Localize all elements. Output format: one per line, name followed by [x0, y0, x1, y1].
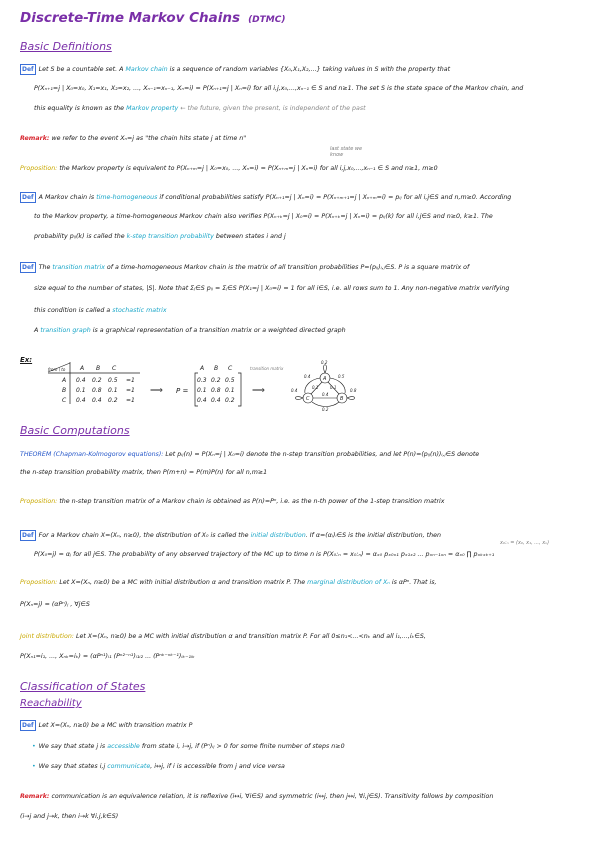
cell: 0.1 — [108, 387, 118, 394]
def3-line1: Def The transition matrix of a time-homogeneous Markov chain is the matrix of all transition probabilities P=(pᵢⱼ)ᵢ,ⱼ∈S. P is a square matrix of — [22, 264, 470, 271]
joint-line1: Joint distribution: Let X=(Xₙ, n≥0) be a MC with initial distribution α and transition matrix P. For all 0≤n₁<...<nₖ and all i₁,...,iₖ∈S, — [20, 633, 426, 640]
term-stochastic-matrix: stochastic matrix — [112, 307, 167, 314]
joint-line2: P(Xₙ₁=i₁, ..., Xₙₖ=iₖ) = (αPⁿ¹)ᵢ₁ (Pⁿ²⁻ⁿ¹)ᵢ₁ᵢ₂ ... (Pⁿᵏ⁻ⁿᵏ⁻¹)ᵢₖ₋₁ᵢₖ — [20, 653, 195, 660]
p-cell: 0.1 — [197, 387, 207, 394]
col-header: A — [80, 365, 85, 372]
chapman-kolmogorov-line1: THEOREM (Chapman-Kolmogorov equations): Let pᵢⱼ(n) = P(Xₙ=j | X₀=i) denote the n-step transition probabilities, and let P(n)=(pᵢⱼ(n))ᵢ,ⱼ∈S denote — [20, 451, 480, 458]
term-k-step: k-step transition probability — [126, 233, 214, 240]
row-sum: =1 — [126, 377, 135, 384]
p-cell: 0.2 — [211, 377, 221, 384]
col-header: B — [96, 365, 101, 372]
def2-line1: Def A Markov chain is time-homogeneous if conditional probabilities satisfy P(Xₙ₊₁=j | Xₙ=i) = P(Xₙ₊ₘ₊₁=j | Xₙ₊ₘ=i) = pᵢⱼ for all i,j∈S and n,m≥0. According — [22, 194, 512, 201]
transition-graph — [290, 356, 360, 414]
prop3-line1: Proposition: Let X=(Xₙ, n≥0) be a MC with initial distribution α and transition matrix P. The marginal distribution of Xₙ is αPⁿ. That is, — [20, 579, 437, 586]
prop3-line2: P(Xₙ=j) = (αPⁿ)ⱼ , ∀j∈S — [20, 601, 90, 608]
proposition-label: Proposition: — [20, 498, 58, 505]
def5-line1: Def Let X=(Xₙ, n≥0) be a MC with transition matrix P — [22, 722, 193, 729]
proposition-label: Proposition: — [20, 165, 58, 172]
def4-line2: P(X₀=j) = αⱼ for all j∈S. The probability of any observed trajectory of the MC up to time n is P(X₀:ₙ = x₀:ₙ) = αₓ₀ pₓ₀ₓ₁ pₓ₁ₓ₂ ... pₓₙ₋₁ₓₙ = αₓ₀ ∏ pₓₖₓₖ₊₁ — [34, 551, 495, 558]
section-classification: Classification of States — [20, 680, 146, 693]
p-cell: 0.8 — [211, 387, 221, 394]
def2-line3: probability pᵢⱼ(k) is called the k-step transition probability between states i and j — [34, 233, 286, 240]
p-cell: 0.3 — [197, 377, 207, 384]
row-sum: =1 — [126, 397, 135, 404]
def-badge: Def — [22, 722, 34, 729]
p-cell: 0.2 — [225, 397, 235, 404]
def3-line3: this condition is called a stochastic matrix — [34, 307, 167, 314]
section-basic-computations: Basic Computations — [20, 424, 130, 437]
p-col-header: C — [228, 365, 233, 372]
example-label: Ex: — [20, 356, 33, 364]
def3-line4: A transition graph is a graphical representation of a transition matrix or a weighted directed graph — [34, 327, 346, 334]
cell: 0.4 — [76, 377, 86, 384]
cell: 0.8 — [92, 387, 102, 394]
section-reachability: Reachability — [20, 698, 82, 709]
remark2-line2: (i→j and j→k, then i→k ∀i,j,k∈S) — [20, 813, 119, 820]
term-markov-chain: Markov chain — [125, 66, 168, 73]
theorem-label: THEOREM (Chapman-Kolmogorov equations): — [20, 451, 164, 458]
edge-label: 0.4 — [322, 392, 329, 397]
prop2: Proposition: the n-step transition matrix of a Markov chain is obtained as P(n)=Pⁿ, i.e. as the n-th power of the 1-step transition matrix — [20, 498, 445, 505]
chapman-kolmogorov-line2: the n-step transition probability matrix, then P(m+n) = P(m)P(n) for all n,m≥1 — [20, 469, 268, 476]
cell: 0.2 — [108, 397, 118, 404]
row-header: B — [62, 387, 67, 394]
def5-bullet1: • We say that state j is accessible from state i, i→j, if (Pⁿ)ᵢⱼ > 0 for some finite number of steps n≥0 — [32, 743, 345, 750]
term-markov-property: Markov property — [126, 105, 179, 112]
remark1: Remark: we refer to the event Xₙ=j as "the chain hits state j at time n" — [20, 135, 247, 142]
term-accessible: accessible — [107, 743, 140, 750]
p-col-header: B — [214, 365, 219, 372]
edge-label: 0.4 — [304, 374, 311, 379]
cell: 0.5 — [108, 377, 118, 384]
term-transition-matrix: transition matrix — [52, 264, 105, 271]
edge-label: 0.2 — [321, 360, 328, 365]
example-tables — [40, 360, 300, 412]
def3-line2: size equal to the number of states, |S|. Note that Σⱼ∈S pᵢⱼ = Σⱼ∈S P(X₁=j | X₀=i) = 1 for all i∈S, i.e. all rows sum to 1. Any non-negative matrix verifying — [34, 285, 510, 292]
title-abbreviation: (DTMC) — [248, 15, 286, 25]
def-badge: Def — [22, 264, 34, 271]
p-cell: 0.5 — [225, 377, 235, 384]
implies-arrow-2: ⟹ — [252, 386, 265, 396]
note-last-state: last state we know — [330, 146, 363, 158]
term-communicate: communicate — [107, 763, 151, 770]
remark2-line1: Remark: communication is an equivalence relation, it is reflexive (i↔i, ∀i∈S) and symmetric (i↔j, then j↔i, ∀i,j∈S). Transitivity follows by composition — [20, 793, 494, 800]
edge-label: 0.8 — [350, 388, 357, 393]
matrix-P-label: P = — [176, 387, 189, 395]
p-col-header: A — [200, 365, 205, 372]
cell: 0.2 — [92, 377, 102, 384]
transition-matrix-note: transition matrix — [250, 366, 284, 371]
def4-line1: Def For a Markov chain X=(Xₙ, n≥0), the distribution of X₀ is called the initial distribution. If α=(αᵢ)ᵢ∈S is the initial distribution, then — [22, 532, 441, 539]
def-badge: Def — [22, 66, 34, 73]
prop1: Proposition: the Markov property is equivalent to P(Xₙ₊ₘ=j | X₀=x₀, ..., Xₙ=i) = P(Xₙ₊ₘ=j | Xₙ=i) for all i,j,x₀,...,xₙ₋₁ ∈ S and n≥1, m≥0 — [20, 165, 438, 172]
edge-label: 0.5 — [338, 374, 345, 379]
row-header: A — [62, 377, 67, 384]
edge-label: 0.1 — [330, 385, 337, 390]
p-cell: 0.4 — [211, 397, 221, 404]
trajectory-note: x₀:ₙ = (x₀, x₁, ..., xₙ) — [500, 540, 550, 546]
def-badge: Def — [22, 532, 34, 539]
cell: 0.4 — [76, 397, 86, 404]
edge-label: 0.2 — [322, 407, 329, 412]
node-label: B — [340, 396, 344, 402]
def2-line2: to the Markov property, a time-homogeneous Markov chain also verifies P(Xₙ₊ₖ=j | X₀=i) = P(Xₙ₊ₖ=j | Xₙ=i) = pᵢⱼ(k) for all i,j∈S and n≥0, k≥1. The — [34, 213, 493, 220]
def-badge: Def — [22, 194, 34, 201]
node-label: A — [323, 376, 327, 382]
joint-label: Joint distribution: — [20, 633, 74, 640]
edge-label: 0.4 — [291, 388, 298, 393]
def1-line1: Def Let S be a countable set. A Markov chain is a sequence of random variables {X₀,X₁,X₂,...} taking values in S with the property that — [22, 66, 451, 73]
def1-line2: P(Xₙ₊₁=j | X₀=x₀, X₁=x₁, X₂=x₂, ..., Xₙ₋₁=xₙ₋₁, Xₙ=i) = P(Xₙ₊₁=j | Xₙ=i) for all i,j,x₀,...,xₙ₋₁ ∈ S and n≥1. The set S is the state space of the Markov chain, and — [34, 85, 524, 92]
page-title: Discrete-Time Markov Chains (DTMC) — [20, 10, 286, 26]
remark-label: Remark: — [20, 793, 50, 800]
term-time-homogeneous: time-homogeneous — [96, 194, 158, 201]
p-cell: 0.4 — [197, 397, 207, 404]
p-cell: 0.1 — [225, 387, 235, 394]
term-marginal-distribution: marginal distribution of Xₙ — [307, 579, 390, 586]
def1-line3: this equality is known as the Markov property ← the future, given the present, is independent of the past — [34, 105, 366, 112]
col-header: C — [112, 365, 117, 372]
term-initial-distribution: initial distribution — [250, 532, 306, 539]
node-label: C — [306, 396, 310, 402]
table-corner: from \ to — [48, 367, 66, 372]
row-header: C — [62, 397, 67, 404]
remark-label: Remark: — [20, 135, 50, 142]
term-transition-graph: transition graph — [40, 327, 91, 334]
proposition-label: Proposition: — [20, 579, 58, 586]
edge-label: 0.1 — [312, 385, 319, 390]
cell: 0.1 — [76, 387, 86, 394]
section-basic-definitions: Basic Definitions — [20, 40, 112, 53]
def5-bullet2: • We say that states i,j communicate, i↔j, if i is accessible from j and vice versa — [32, 763, 285, 770]
row-sum: =1 — [126, 387, 135, 394]
cell: 0.4 — [92, 397, 102, 404]
implies-arrow: ⟹ — [150, 386, 163, 396]
